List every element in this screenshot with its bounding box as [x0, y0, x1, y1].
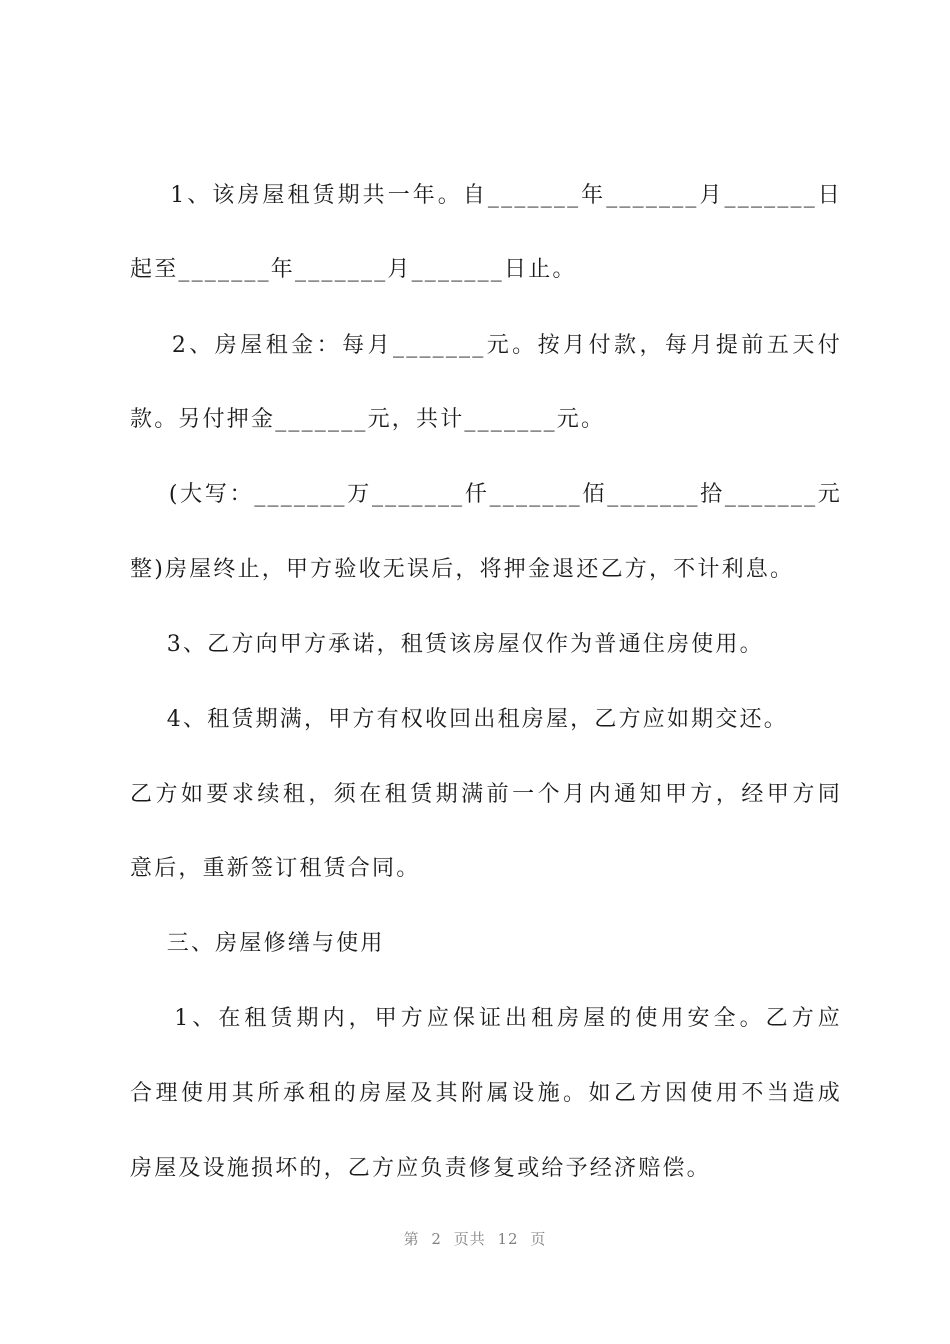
clause-4-lease-expiry-line-1: 4、租赁期满，甲方有权收回出租房屋，乙方应如期交还。 — [130, 707, 788, 732]
section-3-heading: 三、房屋修缮与使用 — [130, 931, 385, 956]
clause-3-residential-use: 3、乙方向甲方承诺，租赁该房屋仅作为普通住房使用。 — [130, 632, 764, 657]
clause-2-rent-line-2: 款。另付押金_______元，共计_______元。 — [130, 407, 606, 432]
clause-2-amount-in-words-line-1: (大写：_______万_______仟_______佰_______拾_______元 — [130, 482, 842, 507]
clause-4-lease-expiry-line-3: 意后，重新签订租赁合同。 — [130, 856, 421, 881]
section-3-clause-1-line-2: 合理使用其所承租的房屋及其附属设施。如乙方因使用不当造成 — [130, 1081, 842, 1106]
page-number-footer: 第 2 页共 12 页 — [403, 1230, 547, 1248]
section-3-clause-1-line-3: 房屋及设施损坏的，乙方应负责修复或给予经济赔偿。 — [130, 1156, 711, 1181]
clause-1-lease-term-line-2: 起至_______年_______月_______日止。 — [130, 257, 577, 282]
clause-2-amount-in-words-line-2: 整)房屋终止，甲方验收无误后，将押金退还乙方，不计利息。 — [130, 557, 795, 582]
clause-4-lease-expiry-line-2: 乙方如要求续租，须在租赁期满前一个月内通知甲方，经甲方同 — [130, 782, 842, 807]
clause-2-rent-line-1: 2、房屋租金：每月_______元。按月付款，每月提前五天付 — [130, 333, 842, 358]
section-3-clause-1-line-1: 1、在租赁期内，甲方应保证出租房屋的使用安全。乙方应 — [130, 1006, 842, 1031]
clause-1-lease-term-line-1: 1、该房屋租赁期共一年。自_______年_______月_______日 — [130, 183, 842, 208]
